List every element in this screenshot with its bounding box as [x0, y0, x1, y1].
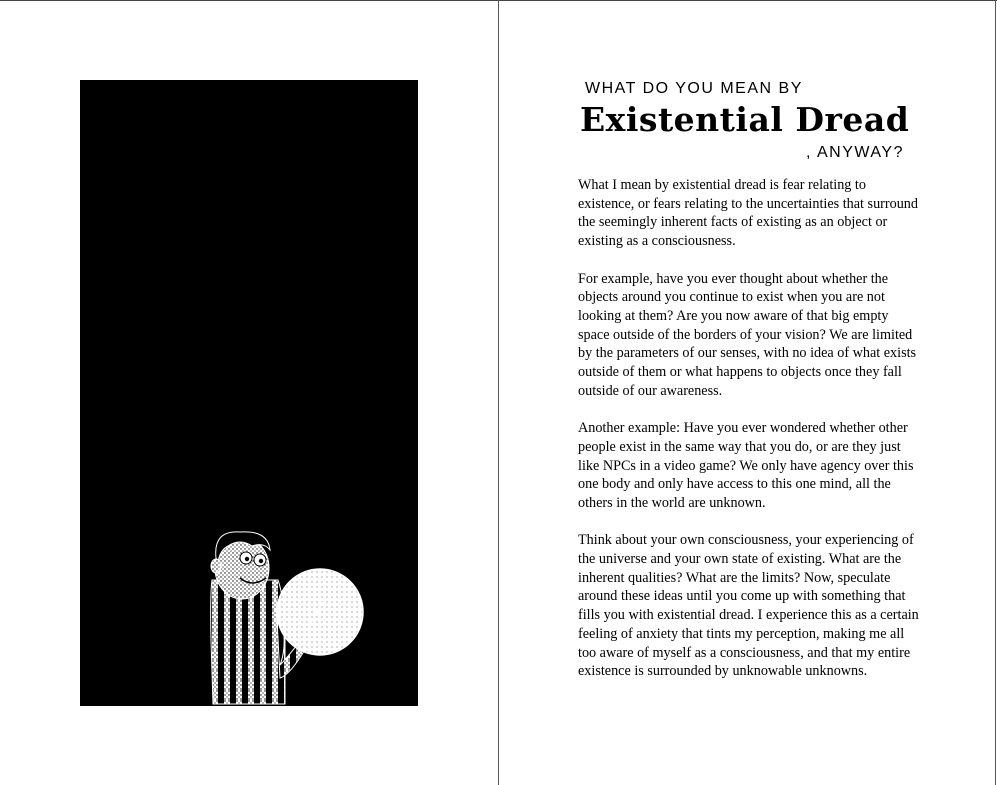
page-gutter	[498, 0, 499, 785]
character-illustration	[80, 80, 418, 706]
heading-suffix: , ANYWAY?	[806, 144, 904, 161]
paragraph: For example, have you ever thought about whether the objects around you continue to exist when you are not looking at them? Are you now aware of that big empty space outside of the borders of your vision? We are limited by the parameters of our senses, with no idea of what exists outside of them or what happens to objects once they fall outside of our awareness.	[578, 270, 917, 399]
illustration-panel	[80, 80, 418, 706]
flashlight-disc	[277, 569, 363, 655]
heading-prefix: WHAT DO YOU MEAN BY	[585, 80, 803, 97]
paragraph: Another example: Have you ever wondered whether other people exist in the same way that you do, or are they just like NPCs in a video game? We only have agency over this one body and only have access to this one mind, all the others in the world are unknown.	[578, 420, 914, 511]
paragraph: Think about your own consciousness, your experiencing of the universe and your own state of existing. What are the inherent qualities? What are the limits? Now, speculate around these ideas until you come up with something that fills you with existential dread. I experience this as a certain feeling of anxiety that tints my perception, making me all too aware of myself as a consciousness, and that my entire existence is surrounded by unknowable unknowns.	[578, 532, 919, 680]
right-border	[995, 0, 996, 785]
page-title: Existential Dread	[580, 100, 910, 139]
article-body	[578, 176, 923, 700]
paragraph: What I mean by existential dread is fear relating to existence, or fears relating to the uncertainties that surround the seemingly inherent facts of existing as an object or existing as a consciousness.	[578, 177, 918, 250]
